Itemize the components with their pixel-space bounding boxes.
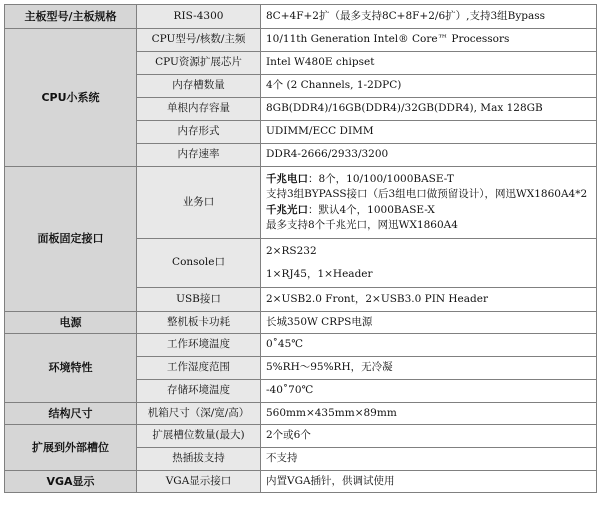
item-cell: 工作湿度范围 — [137, 357, 261, 380]
category-cell: 主板型号/主板规格 — [5, 5, 137, 29]
item-cell: 扩展槽位数量(最大) — [137, 425, 261, 448]
table-row — [5, 471, 597, 493]
value-cell — [261, 167, 597, 239]
category-cell: CPU小系统 — [5, 29, 137, 167]
value-cell: 0˚45℃ — [261, 334, 597, 357]
table-row — [5, 312, 597, 334]
table-row — [5, 167, 597, 239]
item-cell: USB接口 — [137, 288, 261, 312]
item-cell: 内存速率 — [137, 144, 261, 167]
item-cell: CPU型号/核数/主频 — [137, 29, 261, 52]
item-cell: 单根内存容量 — [137, 98, 261, 121]
item-cell: 热插拔支持 — [137, 448, 261, 471]
value-cell: 560mm×435mm×89mm — [261, 403, 597, 425]
value-line — [266, 172, 591, 187]
value-cell: 10/11th Generation Intel® Core™ Processors — [261, 29, 597, 52]
bold-label: 千兆电口 — [266, 173, 308, 186]
value-cell: 2个或6个 — [261, 425, 597, 448]
value-cell — [261, 239, 597, 288]
item-cell: VGA显示接口 — [137, 471, 261, 493]
bold-label: 千兆光口 — [266, 203, 308, 216]
line-text: ：8个，10/100/1000BASE-T — [308, 173, 454, 186]
item-cell: 内存槽数量 — [137, 75, 261, 98]
item-cell: 存储环境温度 — [137, 380, 261, 403]
value-cell: -40˚70℃ — [261, 380, 597, 403]
table-row — [5, 5, 597, 29]
value-line — [266, 218, 591, 233]
value-cell: UDIMM/ECC DIMM — [261, 121, 597, 144]
item-cell: CPU资源扩展芯片 — [137, 52, 261, 75]
value-cell: 8C+4F+2扩（最多支持8C+8F+2/6扩）,支持3组Bypass — [261, 5, 597, 29]
item-cell: 工作环境温度 — [137, 334, 261, 357]
value-cell: 长城350W CRPS电源 — [261, 312, 597, 334]
value-cell: 不支持 — [261, 448, 597, 471]
value-cell: 2×USB2.0 Front，2×USB3.0 PIN Header — [261, 288, 597, 312]
value-cell: 5%RH～95%RH，无冷凝 — [261, 357, 597, 380]
category-cell: 环境特性 — [5, 334, 137, 403]
value-cell: Intel W480E chipset — [261, 52, 597, 75]
value-cell: 4个 (2 Channels, 1-2DPC) — [261, 75, 597, 98]
line-text: 支持3组BYPASS接口（后3组电口做预留设计），网迅WX1860A4*2 — [266, 188, 588, 201]
category-cell: 扩展到外部槽位 — [5, 425, 137, 471]
category-cell: VGA显示 — [5, 471, 137, 493]
category-cell: 结构尺寸 — [5, 403, 137, 425]
value-line: 2×RS232 — [266, 244, 317, 257]
value-cell: DDR4-2666/2933/3200 — [261, 144, 597, 167]
item-cell: Console口 — [137, 239, 261, 288]
value-line — [266, 187, 591, 202]
item-cell: RIS-4300 — [137, 5, 261, 29]
spec-table — [4, 4, 597, 493]
table-row — [5, 29, 597, 52]
table-row — [5, 334, 597, 357]
line-text: 最多支持8个千兆光口，网迅WX1860A4 — [266, 218, 458, 231]
item-cell: 内存形式 — [137, 121, 261, 144]
category-cell: 面板固定接口 — [5, 167, 137, 312]
table-row — [5, 403, 597, 425]
value-cell: 8GB(DDR4)/16GB(DDR4)/32GB(DDR4), Max 128GB — [261, 98, 597, 121]
item-cell: 业务口 — [137, 167, 261, 239]
value-line: 1×RJ45，1×Header — [266, 268, 373, 280]
item-cell: 机箱尺寸（深/宽/高） — [137, 403, 261, 425]
table-row — [5, 425, 597, 448]
value-cell: 内置VGA插针，供调试使用 — [261, 471, 597, 493]
line-text: ：默认4个，1000BASE-X — [308, 203, 435, 216]
value-line — [266, 203, 591, 218]
item-cell: 整机板卡功耗 — [137, 312, 261, 334]
category-cell: 电源 — [5, 312, 137, 334]
